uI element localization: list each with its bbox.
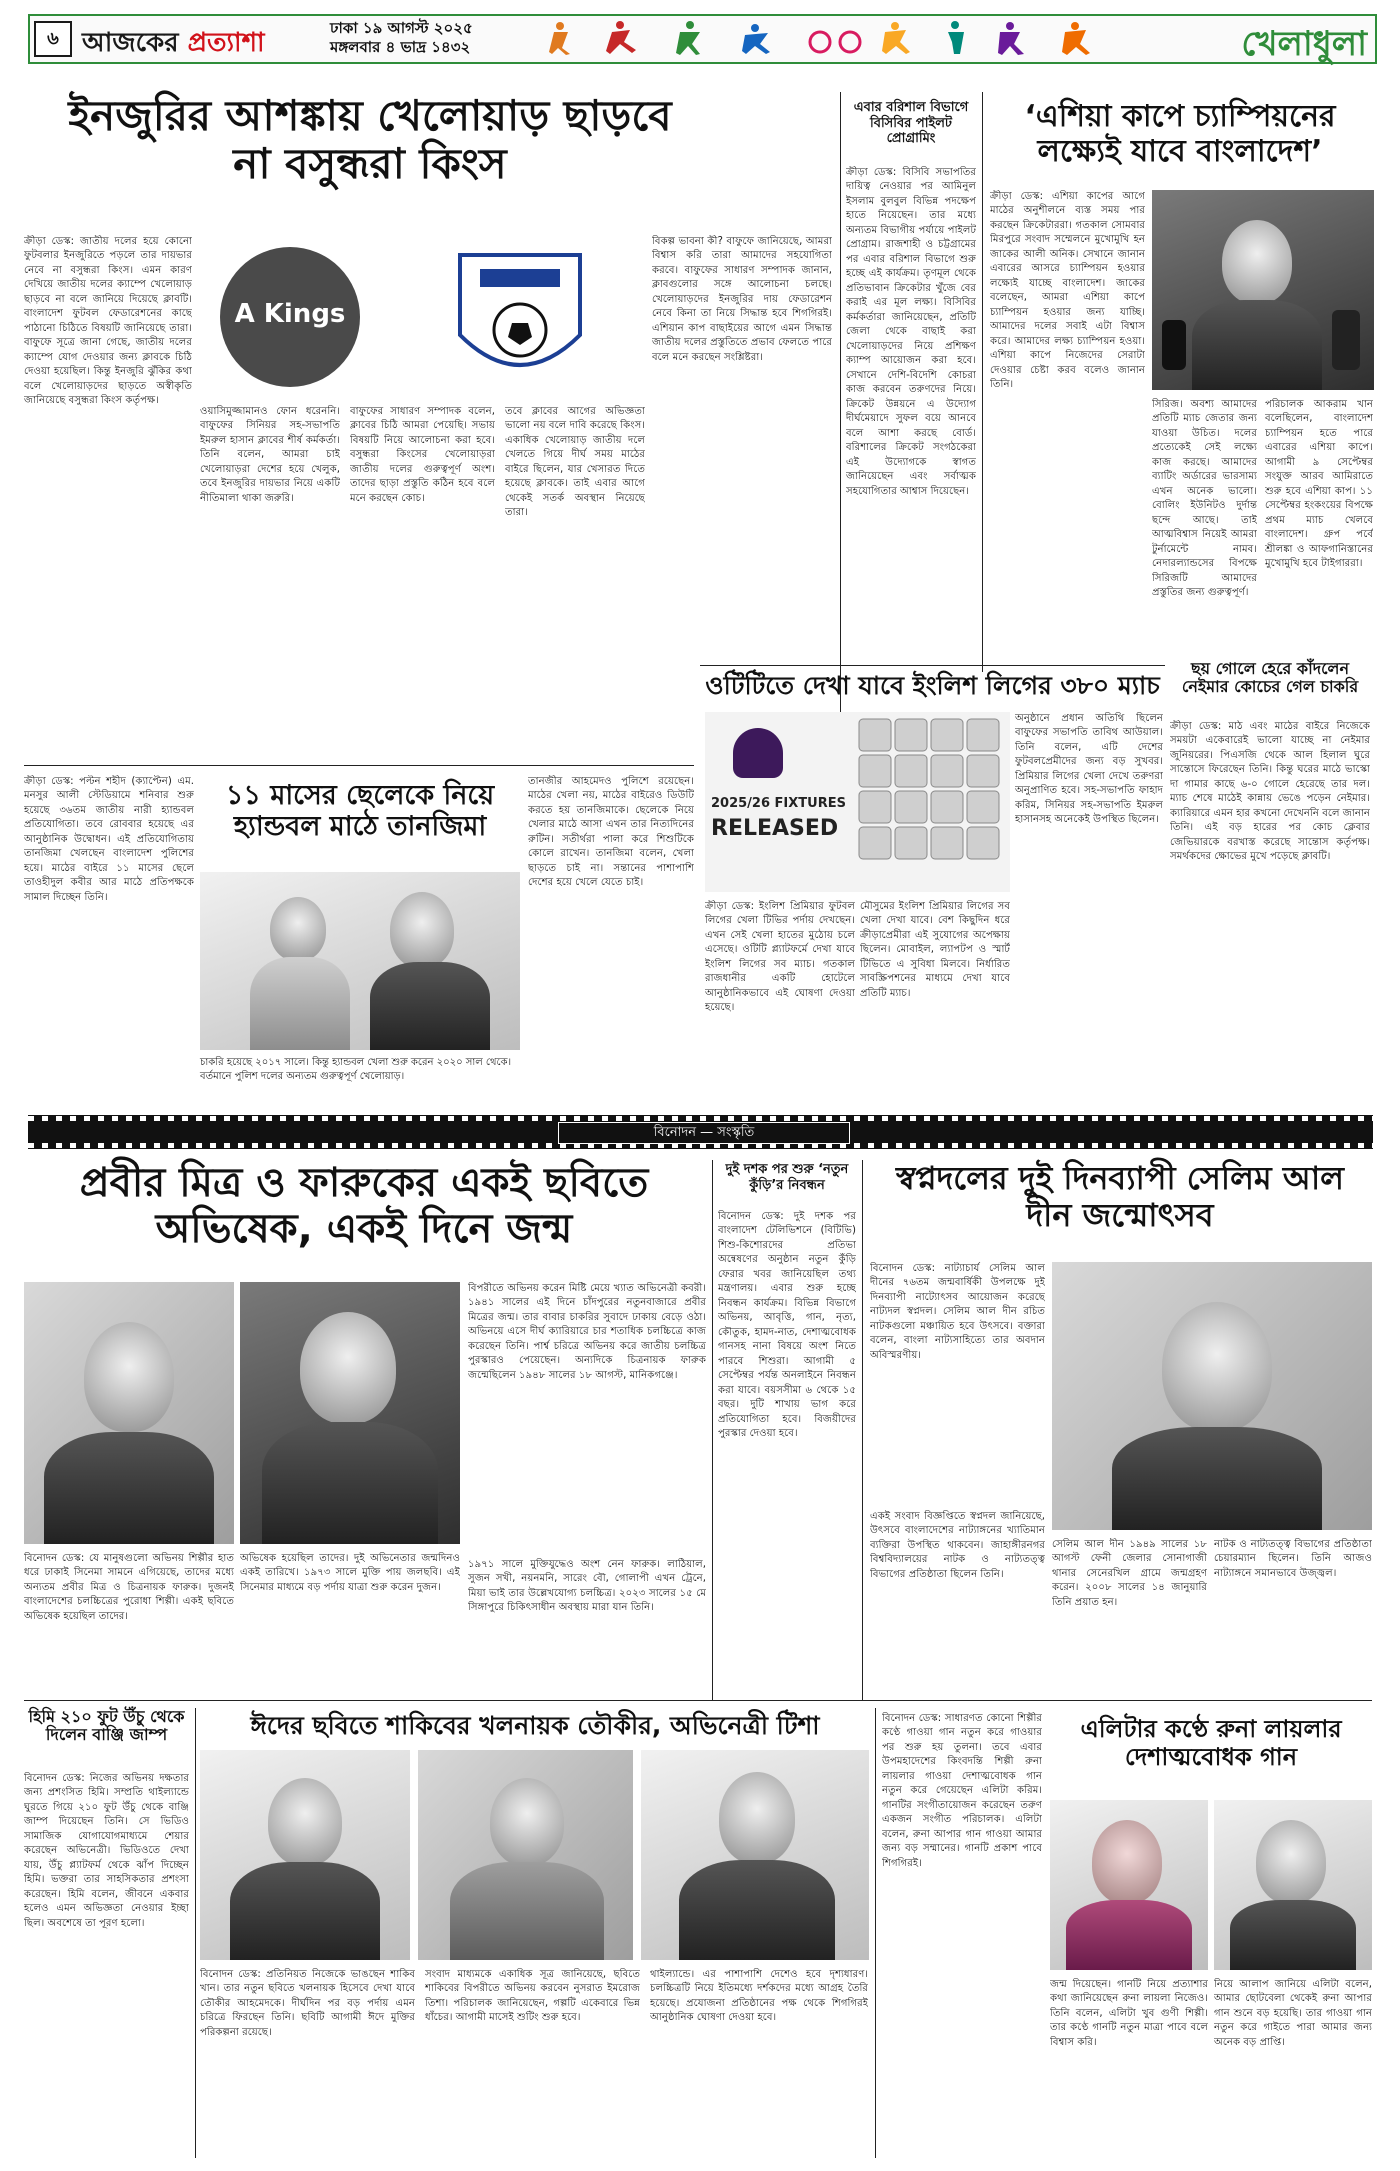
film-headline: প্রবীর মিত্র ও ফারুকের একই ছবিতে অভিষেক, একই দিনে জন্ম [79,1160,649,1252]
selim-caption: সেলিম আল দীন ১৯৪৯ সালের ১৮ আগস্ট ফেনী জেলার সোনাগাজী থানার সেনেরখিল গ্রামে জন্মগ্রহণ করেন। ২০০৮ সালের ১৪ জানুয়ারি তিনি প্রয়াত হন। [1052,1539,1207,1608]
asia-headline: ‘এশিয়া কাপে চ্যাম্পিয়নের লক্ষ্যেই যাবে বাংলাদেশ’ [1024,99,1336,169]
tauquir-ahmed-photo [418,1750,633,1960]
shakib-khan-photo [200,1750,410,1960]
divider-label: বিনোদন — সংস্কৃতি [558,1122,850,1144]
brand-part1: আজকের [82,28,179,58]
fixtures-line2: RELEASED [711,816,839,841]
barishal-kicker: এবার বরিশাল বিভাগে বিসিবির পাইলট প্রোগ্রামিং [853,100,969,147]
masthead [28,14,1377,64]
asia-body-col3: পরিচালক আকরাম খান বলেছিলেন, বাংলাদেশ চ্যাম্পিয়ন হতে পারে এবারের এশিয়া কাপে। আগামী ৯ সেপ্টেম্বর সংযুক্ত আরব আমিরাতে শুরু হবে এশিয়া কাপ। ১১ সেপ্টেম্বর হংকংয়ের বিপক্ষে প্রথম ম্যাচ খেলবে বাংলাদেশ। গ্রুপ পর্বে শ্রীলঙ্কা ও আফগানিস্তানের মুখোমুখি হবে টাইগাররা। [1265,399,1373,570]
selim-body-col1: বিনোদন ডেস্ক: নাট্যাচার্য সেলিম আল দীনের ৭৬তম জন্মবার্ষিকী উপলক্ষে দুই দিনব্যাপী নাট্যোৎসব আয়োজন করেছে নাট্যদল স্বপ্নদল। সেলিম আল দীন রচিত নাটকগুলো মঞ্চায়িত হবে উৎসবে। বক্তারা বলেন, বাংলা নাট্যসাহিত্যে তার অবদান অবিস্মরণীয়। [870,1263,1045,1361]
ott-fixtures-graphic [705,712,1010,892]
runa-body-col1: বিনোদন ডেস্ক: সাধারণত কোনো শিল্পীর কণ্ঠে গাওয়া গান নতুন করে গাওয়ার পর শুরু হয় তুলনা। তবে এবার উপমহাদেশের কিংবদন্তি শিল্পী রুনা লায়লার গাওয়া দেশাত্মবোধক গান নতুন করে গেয়েছেন এলিটা করিম। গানটির সংগীতায়োজন করেছেন তরুণ একজন সংগীত পরিচালক। এলিটা বলেন, রুনা আপার গান গাওয়া আমার জন্য বড় সম্মানের। গানটি প্রকাশ পাবে শিগগিরই। [882,1713,1042,1869]
section-name: খেলাধুলা [1241,24,1367,64]
film-body-col2: ১৯৭১ সালে মুক্তিযুদ্ধেও অংশ নেন ফারুক। লাঠিয়াল, সুজন সখী, নয়নমনি, সারেং বৌ, গোলাপী এখন ট্রেনে, মিয়া ভাই তার উল্লেখযোগ্য চলচ্চিত্র। ২০২৩ সালের ১৫ মে সিঙ্গাপুরে চিকিৎসাধীন অবস্থায় মারা যান তিনি। [468,1559,706,1614]
notunkuri-kicker: দুই দশক পর শুরু ‘নতুন কুঁড়ি’র নিবন্ধন [725,1162,849,1193]
neymar-body: ক্রীড়া ডেস্ক: মাঠ এবং মাঠের বাইরে নিজেকে সময়টা একেবারেই ভালো যাচ্ছে না নেইমার জুনিয়রের। পিএসজি থেকে আল হিলাল ঘুরে সান্তোসে ফিরেছেন তিনি। কিন্তু ঘরের মাঠে ভাস্কো দা গামার কাছে ৬-০ গোলে হেরেছে তার দল। ম্যাচ শেষে মাঠেই কান্নায় ভেঙে পড়েন নেইমার। ক্যারিয়ারে এমন হার কখনো দেখেননি বলে জানান তিনি। এই বড় হারের পর কোচ ক্লেবার জেভিয়ারকে বরখাস্ত করেছে সান্তোস কর্তৃপক্ষ। সমর্থকদের ক্ষোভের মুখে পড়েছে ক্লাবটি। [1170,721,1370,863]
asia-body-col2: সিরিজ। অবশ্য আমাদের প্রতিটি ম্যাচ জেতার জন্য যাওয়া উচিত। দলের প্রত্যেকেই সেই লক্ষ্যে কাজ করছে। আমাদের ব্যাটিং অর্ডারের ভারসাম্য এখন অনেক ভালো। বোলিং ইউনিটও দুর্দান্ত ছন্দে আছে। তাই আত্মবিশ্বাস নিয়েই আমরা টুর্নামেন্টে নামব। নেদারল্যান্ডসের বিপক্ষে সিরিজটি আমাদের প্রস্তুতির জন্য গুরুত্বপূর্ণ। [1152,399,1257,599]
bungee-body: বিনোদন ডেস্ক: নিজের অভিনয় দক্ষতার জন্য প্রশংসিত হিমি। সম্প্রতি থাইল্যান্ডে ঘুরতে গিয়ে ২১০ ফুট উঁচু থেকে বাঞ্জি জাম্প দিয়েছেন তিনি। সে ভিডিও সামাজিক যোগাযোগমাধ্যমে শেয়ার করেছেন অভিনেত্রী। ভিডিওতে দেখা যায়, উঁচু প্ল্যাটফর্ম থেকে ঝাঁপ দিচ্ছেন হিমি। ভক্তরা তার সাহসিকতার প্রশংসা করেছেন। হিমি বলেন, জীবনে একবার হলেও এমন অভিজ্ঞতা নেওয়ার ইচ্ছা ছিল। অবশেষে তা পূরণ হলো। [24,1773,189,1929]
injury-body-col3: ওয়াসিমুজ্জামানও ফোন ধরেননি। বাফুফের সিনিয়র সহ-সভাপতি ইমরুল হাসান ক্লাবের শীর্ষ কর্মকর্তা। তিনি বলেন, আমরা চাই খেলোয়াড়রা দেশের হয়ে খেলুক, তবে ইনজুরির দায়ভার নিয়ে একটি নীতিমালা থাকা জরুরি। [200,406,340,504]
shakib-body-col3: থাইল্যান্ডে। এর পাশাপাশি দেশেও হবে দৃশ্যধারণ। চলচ্চিত্রটি নিয়ে ইতিমধ্যে দর্শকদের মধ্যে আগ্রহ তৈরি হয়েছে। প্রযোজনা প্রতিষ্ঠানের পক্ষ থেকে শিগগিরই আনুষ্ঠানিক ঘোষণা দেওয়া হবে। [650,1969,868,2024]
fixtures-line1: 2025/26 FIXTURES [711,796,846,811]
club-crests-grid-icon [857,717,1007,887]
tanzima-photo [200,872,520,1050]
ott-body-col1: ক্রীড়া ডেস্ক: ইংলিশ প্রিমিয়ার ফুটবল লিগের খেলা টিভির পর্দায় দেখছেন। এখন সেই খেলা হাতের মুঠোয় চলে এসেছে। ওটিটি প্ল্যাটফর্মে দেখা যাবে ইংলিশ লিগের সব ম্যাচ। গতকাল রাজধানীর একটি হোটেলে আনুষ্ঠানিকভাবে এই ঘোষণা দেওয়া হয়েছে। [705,901,855,1014]
probir-mitra-photo [24,1282,234,1544]
selim-al-deen-photo [1052,1262,1372,1530]
selim-headline: স্বপ্নদলের দুই দিনব্যাপী সেলিম আল দীন জন্মোৎসব [895,1159,1345,1234]
notunkuri-body: বিনোদন ডেস্ক: দুই দশক পর বাংলাদেশ টেলিভিশনে (বিটিভি) শিশু-কিশোরদের প্রতিভা অন্বেষণের অনুষ্ঠান নতুন কুঁড়ি ফেরার খবর জানিয়েছিল তথ্য মন্ত্রণালয়। এবার শুরু হচ্ছে নিবন্ধন কার্যক্রম। বিভিন্ন বিভাগে অভিনয়, আবৃত্তি, গান, নৃত্য, কৌতুক, হামদ-নাত, দেশাত্মবোধক গানসহ নানা বিষয়ে অংশ নিতে পারবে শিশুরা। আগামী ৫ সেপ্টেম্বর পর্যন্ত অনলাইনে নিবন্ধন করা যাবে। বয়সসীমা ৬ থেকে ১৫ বছর। দুটি শাখায় ভাগ করে প্রতিযোগিতা হবে। বিজয়ীদের পুরস্কার দেওয়া হবে। [718,1211,856,1440]
asia-body-col1: ক্রীড়া ডেস্ক: এশিয়া কাপের আগে মাঠের অনুশীলনে ব্যস্ত সময় পার করছেন ক্রিকেটাররা। গতকাল সোমবার মিরপুরে সংবাদ সম্মেলনে মুখোমুখি হন জাকের আলী অনিক। সেখানে জানান এবারের আসরে চ্যাম্পিয়ন হওয়ার লক্ষ্যেই যাচ্ছে বাংলাদেশ। জাকের বলেছেন, আমরা এশিয়া কাপে চ্যাম্পিয়ন হওয়ার জন্য যাচ্ছি। আমাদের দলের সবাই এটা বিশ্বাস করে। আমাদের লক্ষ্য চ্যাম্পিয়ন হওয়া। এশিয়া কাপে নিজেদের সেরাটা দেওয়ার চেষ্টা করব বলেও জানান তিনি। [990,191,1145,391]
ott-body-col3: অনুষ্ঠানে প্রধান অতিথি ছিলেন বাফুফের সভাপতি তাবিথ আউয়াল। তিনি বলেন, এটি দেশের ফুটবলপ্রেমীদের জন্য বড় সুখবর। প্রিমিয়ার লিগের খেলা দেখে তরুণরা অনুপ্রাণিত হবে। সহ-সভাপতি ফাহাদ করিম, সিনিয়র সহ-সভাপতি ইমরুল হাসানসহ অনেকেই উপস্থিত ছিলেন। [1015,713,1163,826]
runa-headline: এলিটার কণ্ঠে রুনা লায়লার দেশাত্মবোধক গান [1080,1715,1342,1771]
shakib-headline: ঈদের ছবিতে শাকিবের খলনায়ক তৌকীর, অভিনেত্রী টিশা [250,1711,820,1740]
neymar-headline: ছয় গোলে হেরে কাঁদলেন নেইমার কোচের গেল চাকরি [1181,659,1359,697]
dateline [330,19,473,57]
selim-body-col2: একই সংবাদ বিজ্ঞপ্তিতে স্বপ্নদল জানিয়েছে, উৎসবে বাংলাদেশের নাট্যাঙ্গনের খ্যাতিমান ব্যক্তিরা উপস্থিত থাকবেন। জাহাঙ্গীরনগর বিশ্ববিদ্যালয়ের নাটক ও নাট্যতত্ত্ব বিভাগের প্রতিষ্ঠাতা ছিলেন তিনি। [870,1511,1045,1580]
tisha-photo [641,1750,869,1960]
shakib-body-col2: সংবাদ মাধ্যমকে একাধিক সূত্র জানিয়েছে, ছবিতে শাকিবের বিপরীতে অভিনয় করবেন নুসরাত ইমরোজ তিশা। পরিচালক জানিয়েছেন, গল্পটি একেবারে ভিন্ন ধাঁচের। আগামী মাসেই শুটিং শুরু হবে। [425,1969,640,2024]
injury-body-col2: বিকল্প ভাবনা কী? বাফুফে জানিয়েছে, আমরা বিশ্বাস করি তারা আমাদের সহযোগিতা করবে। বাফুফের সাধারণ সম্পাদক জানান, ক্লাবগুলোর সঙ্গে আলোচনা চলছে। খেলোয়াড়দের ইনজুরির দায় ফেডারেশন নেবে কিনা তা নিয়ে সিদ্ধান্ত হবে শিগগিরই। এশিয়ান কাপ বাছাইয়ের আগে এমন সিদ্ধান্ত জাতীয় দলের প্রস্তুতিতে প্রভাব ফেলতে পারে বলে মনে করছেন সংশ্লিষ্টরা। [652,236,832,363]
film-caption-col2: অভিষেক হয়েছিল তাদের। দুই অভিনেতার জন্মদিনও একই তারিখে। ১৯৭৩ সালে মুক্তি পায় জলছবি। এই সিনেমার মাধ্যমে বড় পর্দায় যাত্রা শুরু করেন দুজন। [240,1553,460,1593]
elita-karim-photo [1214,1800,1372,1970]
ott-headline: ওটিটিতে দেখা যাবে ইংলিশ লিগের ৩৮০ ম্যাচ [705,671,1160,700]
bungee-headline: হিমি ২১০ ফুট উঁচু থেকে দিলেন বাঞ্জি জাম্প [28,1707,185,1745]
shakib-body-col1: বিনোদন ডেস্ক: প্রতিনিয়ত নিজেকে ভাঙছেন শাকিব খান। তার নতুন ছবিতে খলনায়ক হিসেবে দেখা যাবে তৌকীর আহমেদকে। দীর্ঘদিন পর বড় পর্দায় এমন চরিত্রে ফিরছেন তিনি। ছবিটি আগামী ঈদে মুক্তির পরিকল্পনা রয়েছে। [200,1969,415,2038]
faruk-photo [240,1282,460,1544]
runa-body-col2: জন্ম দিয়েছেন। গানটি নিয়ে প্রত্যাশার কথা জানিয়েছেন রুনা লায়লা নিজেও। তিনি বলেন, এলিটা খুব গুণী শিল্পী। তার কণ্ঠে গানটি নতুন মাত্রা পাবে বলে বিশ্বাস করি। [1050,1979,1208,2048]
film-caption-col1: বিনোদন ডেস্ক: যে মানুষগুলো অভিনয় শিল্পীর হাত ধরে ঢাকাই সিনেমা সামনে এগিয়েছে, তাদের মধ্যে অন্যতম প্রবীর মিত্র ও চিত্রনায়ক ফারুক। দুজনই বাংলাদেশের চলচ্চিত্রের পুরোধা শিল্পী। একই ছবিতে অভিষেক হয়েছিল তাদের। [24,1553,234,1622]
brand-part2: প্রত্যাশা [187,28,265,58]
film-body-col1: বিপরীতে অভিনয় করেন মিষ্টি মেয়ে খ্যাত অভিনেত্রী কবরী। ১৯৪১ সালের এই দিনে চাঁদপুরের নতুনবাজারে প্রবীর মিত্রের জন্ম। তার বাবার চাকরির সুবাদে ঢাকায় বেড়ে ওঠা। অভিনয়ে এসে দীর্ঘ ক্যারিয়ারে চার শতাধিক চলচ্চিত্রে কাজ করেছেন তিনি। পার্শ্ব চরিত্রে অভিনয় করে জাতীয় চলচ্চিত্র পুরস্কারও পেয়েছেন। অন্যদিকে চিত্রনায়ক ফারুক জন্মেছিলেন ১৯৪৮ সালের ১৮ আগস্ট, মানিকগঞ্জে। [468,1283,706,1381]
zaker-ali-photo [1152,190,1374,390]
handball-headline: ১১ মাসের ছেলেকে নিয়ে হ্যান্ডবল মাঠে তানজিমা [225,780,495,843]
runa-laila-photo [1050,1800,1208,1970]
ott-body-col2: মৌসুমের ইংলিশ প্রিমিয়ার লিগের সব খেলা দেখা যাবে। বেশ কিছুদিন ধরে ক্রীড়াপ্রেমীরা এই সুযোগের অপেক্ষায় ছিলেন। মোবাইল, ল্যাপটপ ও স্মার্ট টিভিতে এ সুবিধা মিলবে। নির্ধারিত সাবস্ক্রিপশনের মাধ্যমে দেখা যাবে প্রতিটি ম্যাচ। [860,901,1010,999]
bff-logo-icon [450,245,590,395]
handball-body-col2: তানজীর আহমেদও পুলিশে রয়েছেন। মাঠের খেলা নয়, মাঠের বাইরেও ডিউটি করতে হয় তানজিমাকে। ছেলেকে নিয়ে খেলার মাঠে আসা এখন তার নিত্যদিনের রুটিন। সতীর্থরা পালা করে শিশুটিকে কোলে রাখেন। তানজিমা বলেন, খেলা ছাড়তে চাই না। সন্তানের পাশাপাশি দেশের হয়ে খেলে যেতে চাই। [528,776,694,889]
injury-body-col4: বাফুফের সাধারণ সম্পাদক বলেন, ক্লাবের চিঠি আমরা পেয়েছি। সভায় বিষয়টি নিয়ে আলোচনা করা হবে। বসুন্ধরা কিংসের খেলোয়াড়রা জাতীয় দলের গুরুত্বপূর্ণ অংশ। তাদের ছাড়া প্রস্তুতি কঠিন হবে বলে মনে করছেন কোচ। [350,406,495,504]
injury-headline: ইনজুরির আশঙ্কায় খেলোয়াড় ছাড়বে না বসুন্ধরা কিংস [68,91,672,189]
selim-caption2: নাটক ও নাট্যতত্ত্ব বিভাগের প্রতিষ্ঠাতা চেয়ারম্যান ছিলেন। তিনি আজও নাট্যাঙ্গনে সমানভাবে উজ্জ্বল। [1214,1539,1372,1579]
date-line1: ঢাকা ১৯ আগস্ট ২০২৫ [330,19,473,37]
injury-body-col1: ক্রীড়া ডেস্ক: জাতীয় দলের হয়ে কোনো ফুটবলার ইনজুরিতে পড়লে তার দায়ভার নেবে না বসুন্ধরা কিংস। এমন কারণ দেখিয়ে জাতীয় দলের ক্যাম্পে খেলোয়াড় ছাড়বে না বলে জানিয়ে দিয়েছে ক্লাবটি। বাংলাদেশ ফুটবল ফেডারেশনের কাছে পাঠানো চিঠিতে বিষয়টি জানিয়েছে তারা। বাফুফে সূত্রে জানা গেছে, জাতীয় দলের ক্যাম্পে যোগ দেওয়ার জন্য ক্লাবকে চিঠি দেওয়া হয়েছিল। কিন্তু ইনজুরি ঝুঁকির কথা বলে খেলোয়াড়দের ছাড়তে অস্বীকৃতি জানিয়েছে বসুন্ধরা কিংস কর্তৃপক্ষ। [24,236,192,407]
barishal-body: ক্রীড়া ডেস্ক: বিসিবি সভাপতির দায়িত্ব নেওয়ার পর আমিনুল ইসলাম বুলবুল বিভিন্ন পদক্ষেপ হাতে নিয়েছেন। তার মধ্যে অন্যতম বিভাগীয় পর্যায়ে পাইলট প্রোগ্রাম। রাজশাহী ও চট্টগ্রামের পর এবার বরিশাল বিভাগে শুরু হচ্ছে এই কার্যক্রম। তৃণমূল থেকে প্রতিভাবান ক্রিকেটার খুঁজে বের করাই এর মূল লক্ষ্য। বিসিবির কর্মকর্তারা জানিয়েছেন, প্রতিটি জেলা থেকে বাছাই করা খেলোয়াড়দের নিয়ে প্রশিক্ষণ ক্যাম্প আয়োজন করা হবে। সেখানে দেশি-বিদেশি কোচরা কাজ করবেন তরুণদের নিয়ে। ক্রিকেট উন্নয়নে এ উদ্যোগ দীর্ঘমেয়াদে সুফল বয়ে আনবে বলে আশা করছে বোর্ড। বরিশালের ক্রিকেট সংগঠকেরা এই উদ্যোগকে স্বাগত জানিয়েছেন এবং সর্বাত্মক সহযোগিতার আশ্বাস দিয়েছেন। [846,167,976,497]
page-number: ৬ [34,21,72,57]
premier-league-logo-icon [733,728,783,778]
kings-logo-icon: A Kings [220,247,360,387]
injury-body-col5: তবে ক্লাবের আগের অভিজ্ঞতা ভালো নয় বলে দাবি করেছে কিংস। একাধিক খেলোয়াড় জাতীয় দলে খেলতে গিয়ে দীর্ঘ সময় মাঠের বাইরে ছিলেন, যার খেসারত দিতে হয়েছে ক্লাবকে। তাই এবার আগে থেকেই সতর্ক অবস্থান নিয়েছে তারা। [505,406,645,519]
kings-logo-block [200,235,640,395]
runa-body-col3: নিয়ে আলাপ জানিয়ে এলিটা বলেন, আমার ছোটবেলা থেকেই রুনা আপার গান শুনে বড় হয়েছি। তার গাওয়া গান নতুন করে গাইতে পারা আমার জন্য অনেক বড় প্রাপ্তি। [1214,1979,1372,2048]
entertainment-divider [28,1115,1373,1149]
date-line2: মঙ্গলবার ৪ ভাদ্র ১৪৩২ [330,37,471,56]
handball-body-col1: ক্রীড়া ডেস্ক: পল্টন শহীদ (ক্যাপ্টেন) এম. মনসুর আলী স্টেডিয়ামে শনিবার শুরু হয়েছে ৩৬তম জাতীয় নারী হ্যান্ডবল প্রতিযোগিতা। তবে রোববার হয়েছে এর আনুষ্ঠানিক উদ্বোধন। এই প্রতিযোগিতায় তানজিমা খেলছেন বাংলাদেশ পুলিশের হয়ে। মাঠের বাইরে ১১ মাসের ছেলে তাওহীদুল কবীর আর মাঠে প্রতিপক্ষকে সামাল দিচ্ছেন তিনি। [24,776,194,903]
handball-caption: চাকরি হয়েছে ২০১৭ সালে। কিন্তু হ্যান্ডবল খেলা শুরু করেন ২০২০ সাল থেকে। বর্তমানে পুলিশ দলের অন্যতম গুরুত্বপূর্ণ খেলোয়াড়। [200,1057,512,1082]
sports-silhouettes-icon [540,18,1130,56]
newspaper-brand [82,22,265,66]
